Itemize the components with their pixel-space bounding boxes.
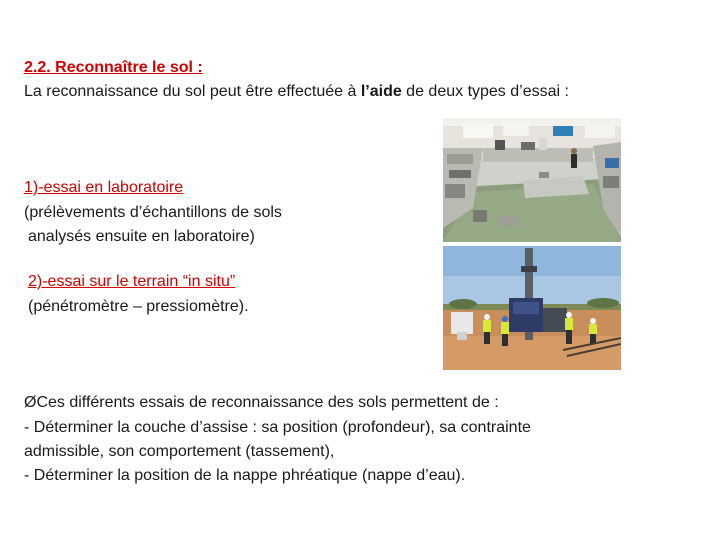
conclusion-line3: admissible, son comportement (tassement), bbox=[24, 443, 335, 460]
conclusion-line1-text: Ces différents essais de reconnaissance des sols permettent de : bbox=[36, 394, 499, 411]
intro-text bbox=[24, 82, 569, 102]
intro-after: de deux types d’essai : bbox=[401, 83, 569, 100]
lab-test-desc-line1 bbox=[24, 203, 282, 223]
conclusion-line1 bbox=[24, 393, 499, 413]
laboratory-photo bbox=[443, 118, 621, 242]
site-test-heading: 2)-essai sur le terrain “in situ” bbox=[28, 273, 236, 290]
lab-desc-text: (prélèvements d’échantillons de sols bbox=[24, 204, 282, 221]
conclusion-line4: - Déterminer la position de la nappe phréatique (nappe d’eau). bbox=[24, 467, 466, 484]
lab-test-heading: 1)-essai en laboratoire bbox=[24, 179, 184, 196]
field-test-photo bbox=[443, 246, 621, 370]
intro-bold: l’aide bbox=[360, 83, 402, 100]
conclusion-line2: - Déterminer la couche d’assise : sa position (profondeur), sa contrainte bbox=[24, 419, 531, 436]
arrow-bullet-icon: Ø bbox=[24, 394, 37, 411]
site-test-desc: (pénétromètre – pressiomètre). bbox=[28, 298, 249, 315]
section-title: 2.2. Reconnaître le sol : bbox=[24, 59, 203, 76]
lab-test-desc-line2: analysés ensuite en laboratoire) bbox=[28, 228, 255, 245]
intro-before: La reconnaissance du sol peut être effectuée à bbox=[24, 83, 361, 100]
